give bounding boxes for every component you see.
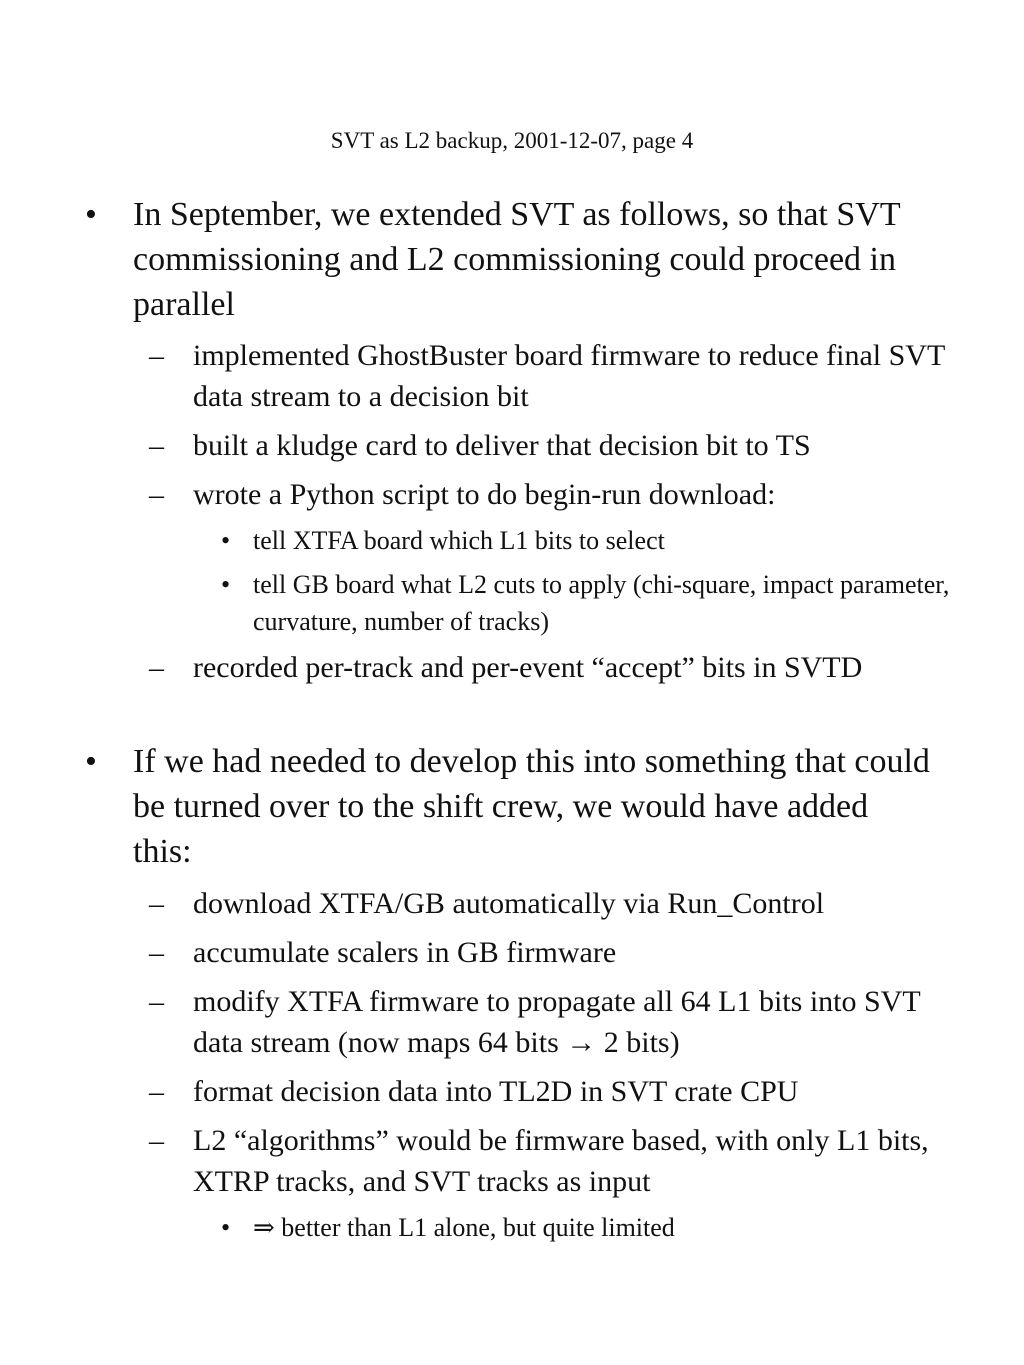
dash-marker: – [149, 1124, 164, 1157]
sub-bullet-item [149, 932, 953, 973]
sub-bullet-item [149, 425, 953, 466]
bullet-marker: • [85, 196, 97, 233]
sub-bullet-item [149, 647, 953, 688]
sub-bullet-item [149, 1120, 953, 1202]
sub-bullet-item [149, 474, 953, 515]
dash-marker: – [149, 339, 164, 372]
bullet-text: In September, we extended SVT as follows, so that SVT commissioning and L2 commissioning could proceed in parallel [133, 196, 900, 323]
sub-sub-bullet-text: tell XTFA board which L1 bits to select [253, 526, 665, 555]
sub-sub-bullet-item [221, 1209, 973, 1246]
page-header: SVT as L2 backup, 2001-12-07, page 4 [330, 128, 694, 153]
sub-bullet-item [149, 335, 953, 417]
sub-bullet-text: built a kludge card to deliver that decision bit to TS [193, 429, 811, 462]
sub-sub-bullet-item [221, 566, 973, 640]
sub-sub-bullet-item [221, 522, 973, 559]
sub-bullet-text: implemented GhostBuster board firmware to reduce final SVT data stream to a decision bit [193, 339, 945, 413]
sub-bullet-item [149, 1071, 953, 1112]
sub-bullet-text: L2 “algorithms” would be firmware based, with only L1 bits, XTRP tracks, and SVT tracks as input [193, 1124, 929, 1198]
sub-bullet-text: accumulate scalers in GB firmware [193, 936, 617, 969]
sub-bullet-item [149, 883, 953, 924]
bullet-item [85, 739, 933, 874]
dash-marker: – [149, 429, 164, 462]
sub-bullet-text: download XTFA/GB automatically via Run_Control [193, 887, 825, 920]
sub-sub-bullet-text: ⇒ better than L1 alone, but quite limited [253, 1213, 675, 1242]
dash-marker: – [149, 478, 164, 511]
bullet-text: If we had needed to develop this into something that could be turned over to the shift crew, we would have added this: [133, 743, 930, 870]
bullet-marker: • [221, 570, 231, 599]
bullet-marker: • [221, 526, 231, 555]
sub-bullet-item [149, 981, 953, 1063]
sub-sub-bullet-text: tell GB board what L2 cuts to apply (chi-square, impact parameter, curvature, number of tracks) [253, 570, 950, 636]
dash-marker: – [149, 985, 164, 1018]
dash-marker: – [149, 651, 164, 684]
sub-bullet-text: recorded per-track and per-event “accept” bits in SVTD [193, 651, 863, 684]
bullet-marker: • [85, 743, 97, 780]
dash-marker: – [149, 936, 164, 969]
dash-marker: – [149, 1075, 164, 1108]
bullet-item [85, 192, 933, 327]
sub-bullet-text: format decision data into TL2D in SVT crate CPU [193, 1075, 799, 1108]
dash-marker: – [149, 887, 164, 920]
sub-bullet-text: modify XTFA firmware to propagate all 64 L1 bits into SVT data stream (now maps 64 bits → 2 bits) [193, 985, 921, 1059]
sub-bullet-text: wrote a Python script to do begin-run download: [193, 478, 776, 511]
bullet-marker: • [221, 1213, 231, 1242]
